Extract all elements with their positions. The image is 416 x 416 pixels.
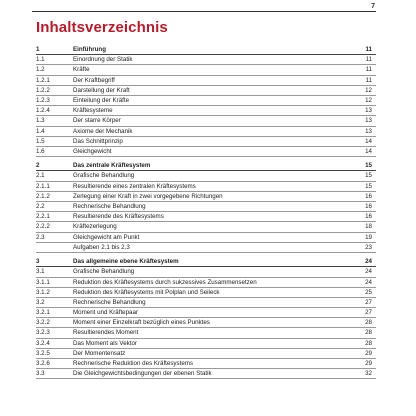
toc-entry-row[interactable]	[36, 328, 376, 338]
toc-entry-page: 15	[365, 182, 372, 190]
toc-entry-page: 32	[365, 370, 372, 378]
toc-entry-page: 11	[365, 56, 372, 64]
toc-entry-title: Die Gleichgewichtsbedingungen der ebenen Statik	[73, 370, 212, 378]
toc-entry-number: 3.2.6	[36, 360, 50, 367]
toc-entry-title: Das allgemeine ebene Kräftesystem	[73, 258, 179, 266]
toc-entry-number: 1.3	[36, 117, 45, 125]
table-of-contents	[36, 45, 376, 379]
toc-entry-row[interactable]	[36, 182, 376, 192]
toc-entry-row[interactable]	[36, 116, 376, 126]
page-number: 7	[371, 3, 375, 10]
toc-entry-row[interactable]	[36, 212, 376, 222]
toc-entry-row[interactable]	[36, 369, 376, 379]
toc-entry-number: 3.2.3	[36, 329, 50, 337]
toc-entry-row[interactable]	[36, 298, 376, 308]
toc-entry-title: Moment und Kräftepaar	[73, 309, 139, 317]
toc-entry-number: 2	[36, 162, 40, 170]
toc-chapter-row[interactable]	[36, 161, 376, 171]
toc-entry-title: Rechnerische Behandlung	[73, 298, 146, 306]
toc-entry-title: Kräftezerlegung	[73, 223, 117, 231]
toc-entry-title: Reduktion des Kräftesystems durch sukzessives Zusammensetzen	[73, 278, 257, 286]
toc-entry-title: Resultierende eines zentralen Kräftesystems	[73, 182, 196, 190]
toc-entry-title: Rechnerische Reduktion des Kräftesystems	[73, 360, 194, 367]
toc-entry-number: 1.4	[36, 127, 45, 135]
toc-entry-title: Einteilung der Kräfte	[73, 96, 130, 104]
toc-entry-title: Einführung	[73, 46, 106, 53]
toc-entry-page: 18	[365, 223, 372, 231]
toc-entry-number: 3.2.2	[36, 319, 50, 327]
toc-entry-number: 3.3	[36, 370, 45, 378]
toc-entry-number: 2.2	[36, 203, 45, 210]
toc-entry-page: 16	[365, 213, 372, 221]
toc-entry-row[interactable]	[36, 127, 376, 137]
toc-entry-number: 1.2.2	[36, 86, 50, 94]
toc-entry-number: 2.1.2	[36, 192, 50, 200]
toc-entry-number: 3	[36, 258, 40, 266]
toc-entry-row[interactable]	[36, 278, 376, 288]
toc-entry-title: Das zentrale Kräftesystem	[73, 162, 151, 170]
toc-entry-row[interactable]	[36, 288, 376, 298]
toc-entry-page: 25	[365, 288, 372, 296]
toc-entry-number: 3.1.2	[36, 288, 50, 296]
toc-entry-title: Resultierende des Kräftesystems	[73, 213, 164, 221]
toc-entry-row[interactable]	[36, 318, 376, 328]
toc-entry-title: Moment einer Einzelkraft bezüglich eines Punktes	[73, 319, 210, 327]
toc-entry-page: 28	[365, 319, 372, 327]
toc-entry-number: 2.2.2	[36, 223, 50, 231]
toc-entry-number: 1	[36, 46, 40, 53]
toc-entry-number: 1.2	[36, 66, 45, 74]
toc-entry-row[interactable]	[36, 233, 376, 243]
toc-entry-row[interactable]	[36, 243, 376, 253]
toc-entry-page: 28	[365, 329, 372, 337]
toc-entry-row[interactable]	[36, 359, 376, 369]
toc-entry-row[interactable]	[36, 308, 376, 318]
header-rule	[32, 11, 376, 12]
toc-entry-title: Gleichgewicht am Punkt	[73, 233, 140, 241]
toc-entry-page: 13	[365, 107, 372, 115]
toc-entry-title: Das Moment als Vektor	[73, 339, 137, 347]
toc-entry-row[interactable]	[36, 349, 376, 359]
toc-entry-row[interactable]	[36, 202, 376, 212]
toc-entry-number: 1.5	[36, 137, 45, 145]
toc-entry-page: 14	[365, 137, 372, 145]
toc-entry-title: Einordnung der Statik	[73, 56, 133, 64]
toc-entry-page: 27	[365, 298, 372, 306]
toc-entry-row[interactable]	[36, 267, 376, 277]
toc-entry-page: 24	[365, 258, 372, 266]
toc-entry-row[interactable]	[36, 147, 376, 157]
toc-entry-page: 12	[365, 96, 372, 104]
toc-entry-title: Der starre Körper	[73, 117, 121, 125]
toc-entry-row[interactable]	[36, 106, 376, 116]
toc-entry-page: 27	[365, 309, 372, 317]
toc-entry-page: 14	[365, 147, 372, 155]
toc-entry-page: 13	[365, 117, 372, 125]
toc-entry-number: 3.1	[36, 268, 45, 276]
toc-entry-title: Kräfte	[73, 66, 90, 74]
toc-entry-page: 29	[365, 360, 372, 367]
toc-entry-title: Darstellung der Kraft	[73, 86, 130, 94]
toc-entry-number: 2.1.1	[36, 182, 50, 190]
toc-entry-page: 29	[365, 349, 372, 357]
toc-entry-row[interactable]	[36, 192, 376, 202]
toc-entry-page: 24	[365, 278, 372, 286]
toc-entry-number: 1.2.3	[36, 96, 50, 104]
toc-entry-row[interactable]	[36, 171, 376, 181]
toc-entry-title: Resultierendes Moment	[73, 329, 139, 337]
toc-entry-title: Gleichgewicht	[73, 147, 112, 155]
toc-entry-row[interactable]	[36, 76, 376, 86]
toc-entry-row[interactable]	[36, 339, 376, 349]
toc-entry-title: Kräftesysteme	[73, 107, 113, 115]
toc-entry-number: 2.2.1	[36, 213, 50, 221]
toc-chapter-row[interactable]	[36, 257, 376, 267]
toc-entry-number: 2.1	[36, 172, 45, 180]
toc-entry-row[interactable]	[36, 96, 376, 106]
toc-entry-number: 1.1	[36, 56, 45, 64]
toc-entry-page: 11	[365, 46, 372, 53]
toc-entry-title: Das Schnittprinzip	[73, 137, 123, 145]
toc-entry-title: Grafische Behandlung	[73, 172, 135, 180]
toc-entry-page: 11	[365, 76, 372, 84]
toc-entry-page: 12	[365, 86, 372, 94]
toc-entry-number: 1.2.4	[36, 107, 50, 115]
toc-entry-title: Reduktion des Kräftesystems mit Polplan und Seileck	[73, 288, 220, 296]
toc-entry-number: 3.2	[36, 298, 45, 306]
toc-entry-page: 15	[365, 162, 372, 170]
toc-entry-page: 19	[365, 233, 372, 241]
toc-entry-row[interactable]	[36, 65, 376, 75]
toc-entry-page: 16	[365, 203, 372, 210]
toc-entry-row[interactable]	[36, 55, 376, 65]
toc-entry-row[interactable]	[36, 222, 376, 232]
toc-entry-page: 23	[365, 243, 372, 251]
toc-entry-page: 11	[365, 66, 372, 74]
toc-entry-number: 1.2.1	[36, 76, 50, 84]
toc-entry-page: 16	[365, 192, 372, 200]
toc-entry-number: 3.2.1	[36, 309, 50, 317]
toc-entry-page: 15	[365, 172, 372, 180]
toc-entry-page: 13	[365, 127, 372, 135]
toc-entry-title: Zerlegung einer Kraft in zwei vorgegebene Richtungen	[73, 192, 223, 200]
toc-chapter-row[interactable]	[36, 45, 376, 55]
toc-entry-title: Der Kraftbegriff	[73, 76, 115, 84]
toc-entry-title: Grafische Behandlung	[73, 268, 135, 276]
toc-entry-number: 3.2.5	[36, 349, 50, 357]
toc-entry-row[interactable]	[36, 137, 376, 147]
toc-entry-number: 1.6	[36, 147, 45, 155]
toc-entry-title: Aufgaben 2.1 bis 2.3	[73, 243, 130, 251]
toc-entry-number: 3.2.4	[36, 339, 50, 347]
toc-entry-title: Rechnerische Behandlung	[73, 203, 146, 210]
toc-entry-title: Der Momentensatz	[73, 349, 126, 357]
page-title: Inhaltsverzeichnis	[36, 19, 168, 36]
toc-entry-title: Axiome der Mechanik	[73, 127, 133, 135]
toc-entry-number: 3.1.1	[36, 278, 50, 286]
toc-entry-row[interactable]	[36, 86, 376, 96]
toc-entry-number: 2.3	[36, 233, 45, 241]
toc-entry-page: 28	[365, 339, 372, 347]
toc-entry-page: 24	[365, 268, 372, 276]
